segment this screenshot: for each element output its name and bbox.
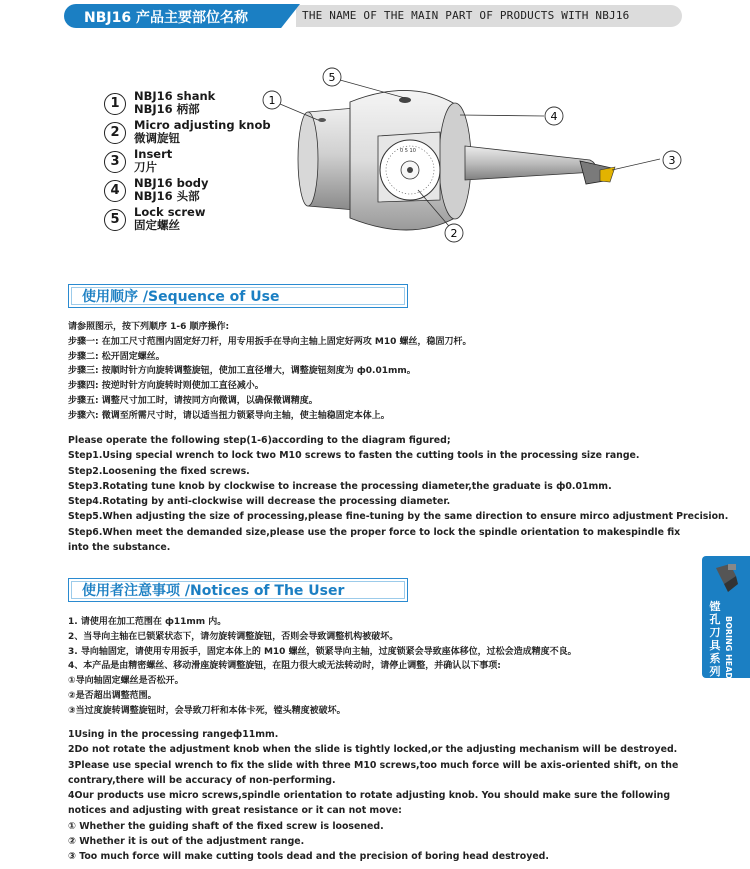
sequence-title: 使用顺序 /Sequence of Use: [82, 289, 280, 305]
text-line: 1Using in the processing rangeф11mm.: [68, 729, 279, 740]
text-line: 3Please use special wrench to fix the slide with three M10 screws,too much force will be axis-oriented shift, on the contrary,there will be accuracy of non-performing.: [68, 759, 679, 786]
text-line: ②是否超出调整范围。: [68, 690, 157, 701]
legend-cn: 微调旋钮: [134, 131, 180, 145]
text-line: Please operate the following step(1-6)according to the diagram figured;: [68, 435, 451, 446]
text-line: Step5.When adjusting the size of processing,please fine-tuning by the same direction to ensure mirco adjustment Precision.: [68, 511, 729, 523]
page-subtitle: THE NAME OF THE MAIN PART OF PRODUCTS WITH NBJ16: [302, 9, 630, 22]
text-line: Step1.Using special wrench to lock two M10 screws to fasten the cutting tools in the processing size range.: [68, 450, 640, 462]
text-line: ①导向轴固定螺丝是否松开。: [68, 676, 184, 687]
callout-label: 2: [450, 227, 458, 240]
text-line: 2、当导向主轴在已锁紧状态下，请勿旋转调整旋钮，否则会导致调整机构被破坏。: [68, 631, 399, 642]
text-line: 3. 导向轴固定，请使用专用扳手，固定本体上的 M10 螺丝，锁紧导向主轴，过度锁紧会导致座体移位，过松会造成精度不良。: [68, 646, 577, 657]
text-line: 4、本产品是由精密螺丝、移动滑座旋转调整旋钮，在阻力很大或无法转动时，请停止调整，并确认以下事项:: [68, 661, 501, 672]
text-line: Step4.Rotating by anti-clockwise will decrease the processing diameter.: [68, 496, 451, 508]
header-bar: [64, 4, 682, 28]
text-line: ① Whether the guiding shaft of the fixed screw is loosened.: [68, 820, 384, 832]
callout-1: [263, 91, 281, 109]
callout-2: [445, 224, 463, 242]
text-line: Step2.Loosening the fixed screws.: [68, 465, 250, 477]
notices-title: 使用者注意事项 /Notices of The User: [82, 583, 345, 599]
rear-shank-end: [298, 112, 318, 206]
text-line: 步骤二: 松开固定螺丝。: [68, 351, 165, 362]
text-line: ③ Too much force will make cutting tools dead and the precision of boring head destroyed.: [68, 851, 549, 863]
text-line: Step6.When meet the demanded size,please use the proper force to lock the spindle orientation to makespindle fix into the substance.: [68, 526, 681, 554]
boring-bar: [465, 146, 596, 180]
text-line: 2Do not rotate the adjustment knob when the slide is tightly locked,or the adjusting mechanism will be destroyed.: [68, 744, 678, 756]
legend-en: NBJ16 shank: [134, 89, 216, 103]
legend-number: 2: [104, 122, 126, 144]
boring-head-icon: [710, 562, 742, 596]
text-line: 请参照图示，按下列顺序 1-6 顺序操作:: [68, 322, 230, 332]
text-line: Step3.Rotating tune knob by clockwise to increase the processing diameter,the graduate is ф0.01mm.: [68, 480, 612, 492]
legend-cn: NBJ16 头部: [134, 189, 200, 203]
text-line: ② Whether it is out of the adjustment range.: [68, 836, 305, 848]
boring-head-diagram: [250, 60, 700, 250]
callout-label: 4: [550, 110, 558, 123]
legend-cn: 刀片: [134, 160, 157, 174]
legend-number: 3: [104, 151, 126, 173]
insert: [600, 167, 615, 182]
legend-cn: NBJ16 柄部: [134, 102, 200, 116]
sequence-cn-text: [68, 320, 684, 424]
legend-en: NBJ16 body: [134, 176, 209, 190]
callout-4: [545, 107, 563, 125]
legend-en: Micro adjusting knob: [134, 118, 271, 132]
text-line: 1. 请使用在加工范围在 ф11mm 内。: [68, 617, 227, 627]
callout-label: 5: [328, 71, 336, 84]
text-line: ③当过度旋转调整旋钮时，会导致刀杆和本体卡死，镗头精度被破坏。: [68, 705, 346, 716]
sequence-en-text: [68, 433, 729, 555]
legend-cn: 固定螺丝: [134, 218, 180, 232]
legend-en: Insert: [134, 147, 173, 161]
text-line: 步骤三: 按顺时针方向旋转调整旋钮，使加工直径增大，调整旋钮刻度为 ф0.01mm。: [68, 366, 416, 377]
sidetab-cn-label: 镗孔刀具系列: [709, 600, 721, 678]
legend-en: Lock screw: [134, 205, 206, 219]
legend-number: 4: [104, 180, 126, 202]
text-line: 4Our products use micro screws,spindle orientation to rotate adjusting knob. You should make sure the following notices and adjusting with great resistance or it can not move:: [68, 790, 671, 817]
legend-number: 5: [104, 209, 126, 231]
text-line: 步骤一: 在加工尺寸范围内固定好刀杆，用专用扳手在导向主轴上固定好两攻 M10 螺丝，稳固刀杆。: [68, 336, 472, 347]
sidetab-en-label: BORING HEAD: [724, 616, 733, 680]
callout-label: 3: [668, 154, 676, 167]
boring-head-side-tab: [702, 556, 750, 678]
callout-5: [323, 68, 341, 86]
text-line: 步骤五: 调整尺寸加工时，请按同方向微调，以确保微调精度。: [68, 395, 318, 406]
notices-cn-text: [68, 615, 684, 719]
text-line: 步骤六: 微调至所需尺寸时，请以适当扭力锁紧导向主轴，使主轴稳固定本体上。: [68, 410, 390, 421]
notices-en-text: [68, 727, 684, 865]
text-line: 步骤四: 按逆时针方向旋转时则使加工直径减小。: [68, 381, 264, 392]
page-title: NBJ16 产品主要部位名称: [84, 10, 248, 26]
callout-label: 1: [268, 94, 276, 107]
callout-3: [663, 151, 681, 169]
legend-number: 1: [104, 93, 126, 115]
svg-text:0 5 10: 0 5 10: [400, 148, 416, 154]
